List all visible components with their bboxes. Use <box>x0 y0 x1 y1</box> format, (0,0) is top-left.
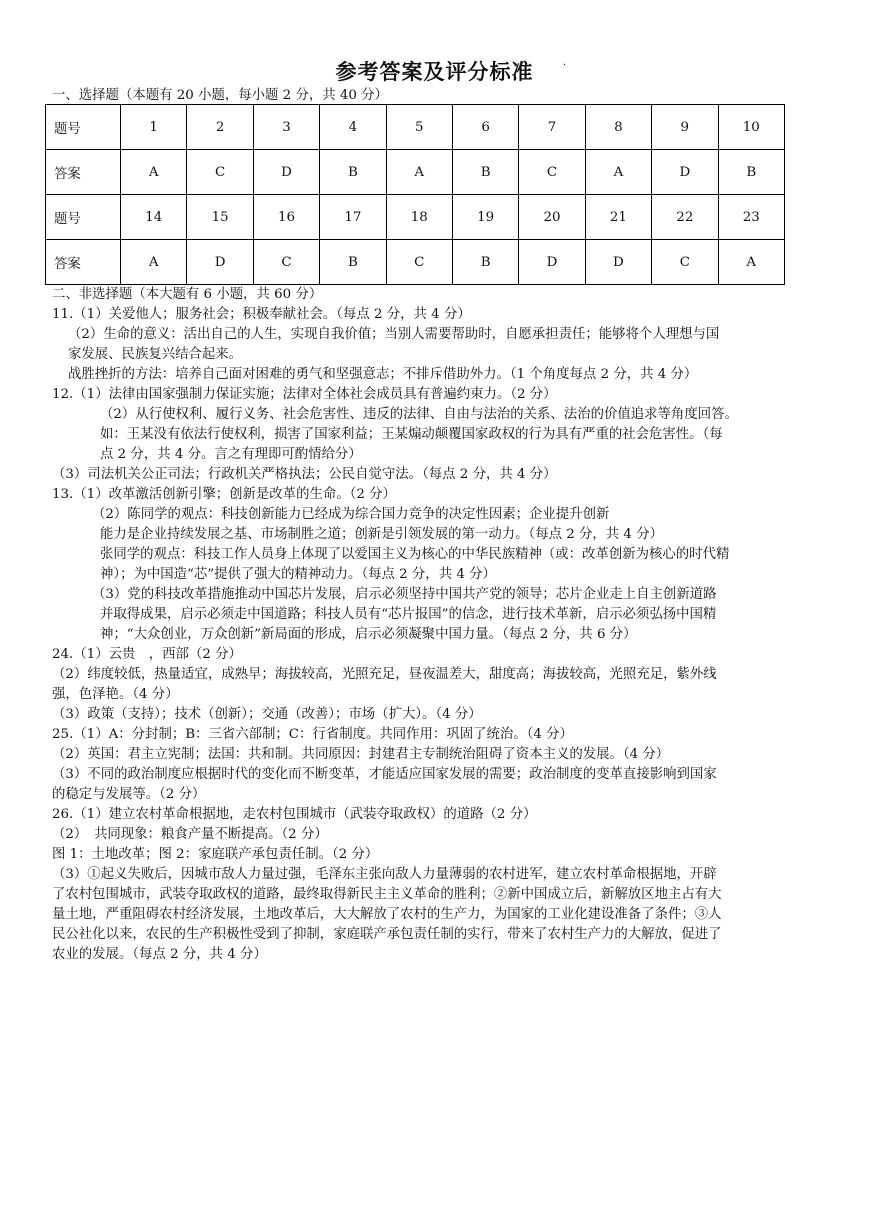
answer-line: 量土地，严重阻碍农村经济发展，土地改革后，大大解放了农村的生产力，为国家的工业化建设准备了条件；③人 <box>52 907 722 922</box>
table-cell: B <box>320 150 386 195</box>
table-cell: 2 <box>187 105 253 150</box>
answer-line: （2）陈同学的观点：科技创新能力已经成为综合国力竞争的决定性因素；企业提升创新 <box>92 507 610 522</box>
table-cell: D <box>585 240 651 285</box>
page-title: 参考答案及评分标准 <box>335 60 534 84</box>
title-dot: · <box>563 60 567 71</box>
table-cell: 6 <box>452 105 518 150</box>
answer-line: 强，色泽艳。（4 分） <box>52 687 179 702</box>
table-cell: 4 <box>320 105 386 150</box>
answer-line: 了农村包围城市，武装夺取政权的道路，最终取得新民主主义革命的胜利；②新中国成立后，新解放区地主占有大 <box>52 887 722 902</box>
table-cell: A <box>718 240 784 285</box>
answer-line: （2）从行使权利、履行义务、社会危害性、违反的法律、自由与法治的关系、法治的价值追求等角度回答。 <box>100 407 738 422</box>
table-cell: 17 <box>320 195 386 240</box>
section-heading-choice: 一、选择题（本题有 20 小题，每小题 2 分，共 40 分） <box>52 88 388 103</box>
answer-line: 13.（1）改革激活创新引擎；创新是改革的生命。（2 分） <box>52 487 396 502</box>
answer-line: 如：王某没有依法行使权利，损害了国家利益；王某煽动颠覆国家政权的行为具有严重的社会危害性。（每 <box>100 427 723 442</box>
table-cell: B <box>718 150 784 195</box>
table-cell: B <box>452 150 518 195</box>
table-cell: 23 <box>718 195 784 240</box>
answer-line: 家发展、民族复兴结合起来。 <box>68 347 243 362</box>
table-row <box>46 105 785 150</box>
answer-line: 的稳定与发展等。（2 分） <box>52 787 206 802</box>
table-cell: 5 <box>386 105 452 150</box>
table-cell: 14 <box>121 195 187 240</box>
table-cell: 16 <box>253 195 319 240</box>
answer-line: 民公社化以来，农民的生产积极性受到了抑制，家庭联产承包责任制的实行，带来了农村生产力的大解放，促进了 <box>52 927 722 942</box>
table-cell: B <box>452 240 518 285</box>
table-cell: D <box>187 240 253 285</box>
table-cell: C <box>652 240 718 285</box>
answer-line: （3）不同的政治制度应根据时代的变化而不断变革，才能适应国家发展的需要；政治制度的变革直接影响到国家 <box>52 767 717 782</box>
table-cell: C <box>386 240 452 285</box>
table-cell: C <box>253 240 319 285</box>
answer-line: （3）①起义失败后，因城市敌人力量过强，毛泽东主张向敌人力量薄弱的农村进军，建立农村革命根据地，开辟 <box>52 867 717 882</box>
answer-line: （2）生命的意义：活出自己的人生，实现自我价值；当别人需要帮助时，自愿承担责任；能够将个人理想与国 <box>68 327 720 342</box>
table-cell: C <box>519 150 585 195</box>
answer-line: 神）；为中国造“芯”提供了强大的精神动力。（每点 2 分，共 4 分） <box>100 567 496 582</box>
table-cell: 9 <box>652 105 718 150</box>
table-cell: 19 <box>452 195 518 240</box>
answer-line: 11.（1）关爱他人；服务社会；积极奉献社会。（每点 2 分，共 4 分） <box>52 307 471 322</box>
answer-line: 点 2 分，共 4 分。言之有理即可酌情给分） <box>100 447 362 462</box>
table-cell: 题号 <box>46 195 121 240</box>
answer-line: （2） 共同现象：粮食产量不断提高。（2 分） <box>52 827 328 842</box>
answer-line: （2）纬度较低，热量适宜，成熟早；海拔较高，光照充足，昼夜温差大，甜度高；海拔较高，光照充足，紫外线 <box>52 667 717 682</box>
table-cell: A <box>121 240 187 285</box>
answer-line: 24.（1）云贵 ，西部（2 分） <box>52 647 242 662</box>
table-cell: 18 <box>386 195 452 240</box>
table-cell: 21 <box>585 195 651 240</box>
table-cell: 15 <box>187 195 253 240</box>
answer-line: 并取得成果，启示必须走中国道路；科技人员有“芯片报国”的信念，进行技术革新，启示必须弘扬中国精 <box>100 607 717 622</box>
table-cell: 7 <box>519 105 585 150</box>
answer-line: （3）政策（支持）；技术（创新）；交通（改善）；市场（扩大）。（4 分） <box>52 707 482 722</box>
table-row <box>46 150 785 195</box>
table-cell: 答案 <box>46 240 121 285</box>
table-row <box>46 240 785 285</box>
table-cell: 3 <box>253 105 319 150</box>
answer-line: 战胜挫折的方法：培养自己面对困难的勇气和坚强意志；不排斥借助外力。（1 个角度每点 2 分，共 4 分） <box>68 367 698 382</box>
answer-line: 25.（1）A：分封制；B：三省六部制；C：行省制度。共同作用：巩固了统治。（4 分） <box>52 727 573 742</box>
table-cell: C <box>187 150 253 195</box>
table-cell: D <box>519 240 585 285</box>
section-heading-nonchoice: 二、非选择题（本大题有 6 小题，共 60 分） <box>52 287 323 302</box>
answer-line: 神；“大众创业，万众创新”新局面的形成，启示必须凝聚中国力量。（每点 2 分，共 6 分） <box>100 627 637 642</box>
answer-line: 图 1：土地改革；图 2：家庭联产承包责任制。（2 分） <box>52 847 379 862</box>
answer-line: 能力是企业持续发展之基、市场制胜之道；创新是引领发展的第一动力。（每点 2 分，共 4 分） <box>100 527 663 542</box>
answer-line: （3）司法机关公正司法；行政机关严格执法；公民自觉守法。（每点 2 分，共 4 分） <box>52 467 557 482</box>
table-cell: A <box>386 150 452 195</box>
table-cell: 答案 <box>46 150 121 195</box>
answer-line: 张同学的观点：科技工作人员身上体现了以爱国主义为核心的中华民族精神（或：改革创新为核心的时代精 <box>100 547 730 562</box>
table-row <box>46 195 785 240</box>
table-cell: B <box>320 240 386 285</box>
table-cell: 题号 <box>46 105 121 150</box>
answer-line: 26.（1）建立农村革命根据地，走农村包围城市（武装夺取政权）的道路（2 分） <box>52 807 537 822</box>
answer-line: 12.（1）法律由国家强制力保证实施；法律对全体社会成员具有普遍约束力。（2 分） <box>52 387 557 402</box>
table-cell: D <box>652 150 718 195</box>
answer-line: 农业的发展。（每点 2 分，共 4 分） <box>52 947 267 962</box>
table-cell: D <box>253 150 319 195</box>
answer-line: （2）英国：君主立宪制；法国：共和制。共同原因：封建君主专制统治阻碍了资本主义的发展。（4 分） <box>52 747 670 762</box>
answer-line: （3）党的科技改革措施推动中国芯片发展，启示必须坚持中国共产党的领导；芯片企业走上自主创新道路 <box>92 587 717 602</box>
table-cell: 22 <box>652 195 718 240</box>
table-cell: 20 <box>519 195 585 240</box>
answer-table <box>45 104 785 285</box>
table-cell: A <box>585 150 651 195</box>
table-cell: 8 <box>585 105 651 150</box>
table-cell: A <box>121 150 187 195</box>
table-cell: 1 <box>121 105 187 150</box>
table-cell: 10 <box>718 105 784 150</box>
